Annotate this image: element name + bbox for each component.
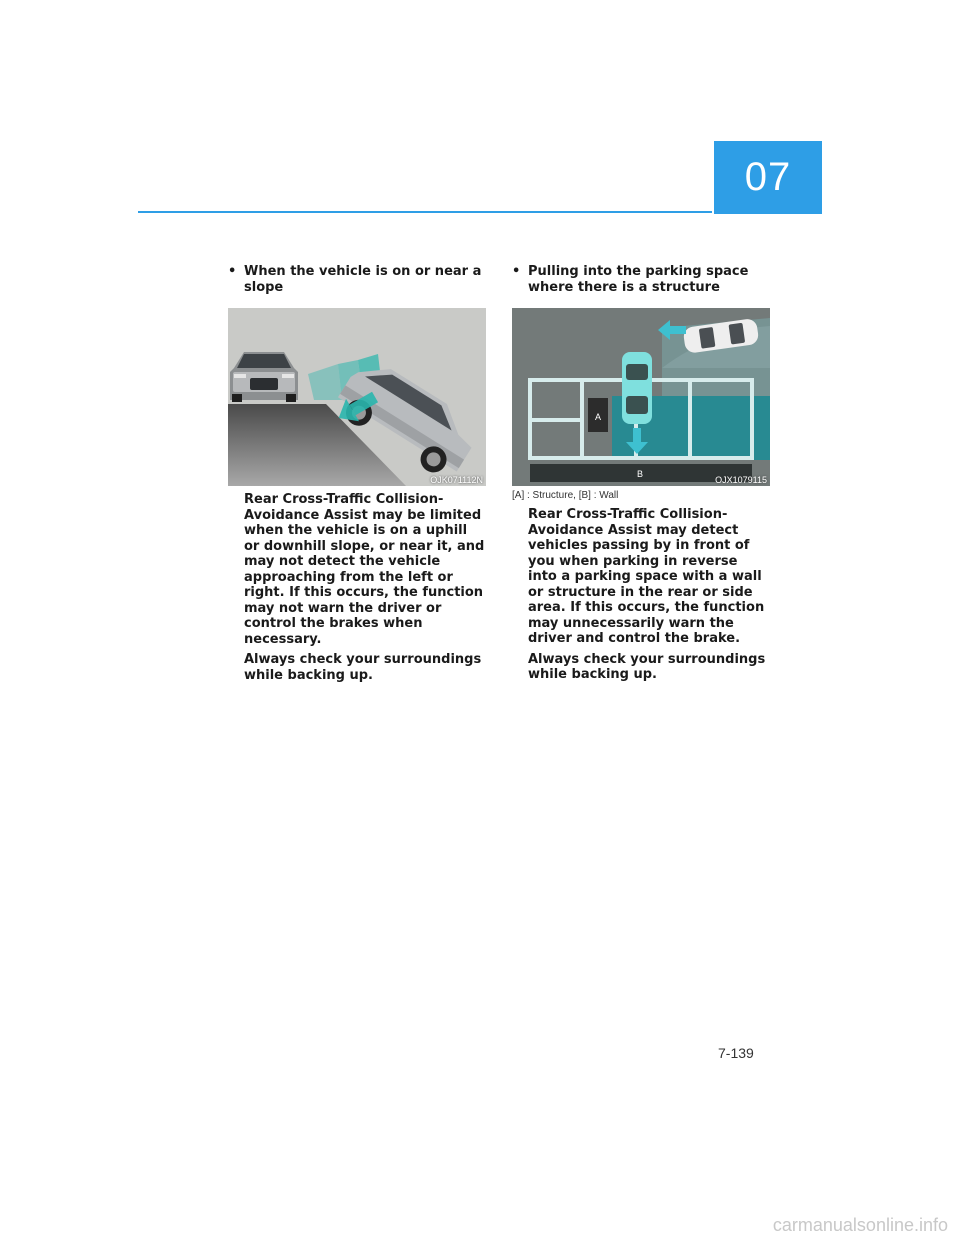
parking-illustration-svg bbox=[512, 308, 770, 486]
front-car bbox=[230, 352, 298, 402]
header-rule bbox=[138, 211, 712, 213]
right-column bbox=[512, 264, 770, 683]
paragraph: Always check your surroundings while backing up. bbox=[528, 651, 766, 682]
paragraph: Always check your surroundings while backing up. bbox=[244, 652, 482, 683]
label-b: B bbox=[636, 469, 644, 479]
paragraph: Rear Cross-Traffic Collision-Avoidance Assist may detect vehicles passing by in front of you when parking in reverse into a parking space with a wall or structure in the rear or side area. If this occurs, the function may unnecessarily warn the driver and control the brake. bbox=[528, 507, 765, 646]
slope-illustration bbox=[228, 308, 486, 486]
bullet-dot: • bbox=[228, 264, 237, 279]
bullet-text: When the vehicle is on or near a slope bbox=[244, 264, 482, 295]
figure-code: OJX1079115 bbox=[715, 475, 767, 485]
figure-caption: [A] : Structure, [B] : Wall bbox=[512, 490, 619, 501]
paragraph: Rear Cross-Traffic Collision-Avoidance Assist may be limited when the vehicle is on a uphill or downhill slope, or near it, and may not detect the vehicle approaching from the left or right. If this occurs, the function may not warn the driver or control the brakes when necessary. bbox=[244, 492, 485, 647]
reversing-car bbox=[622, 352, 652, 424]
watermark: carmanualsonline.info bbox=[772, 1215, 948, 1235]
bullet-dot: • bbox=[512, 264, 521, 279]
chapter-number: 07 bbox=[744, 155, 792, 199]
bullet-text: Pulling into the parking space where there is a structure bbox=[528, 264, 749, 295]
parking-illustration bbox=[512, 308, 770, 486]
slope-illustration-svg bbox=[228, 308, 486, 486]
figure-code: OJK071112N bbox=[430, 475, 483, 485]
label-a: A bbox=[594, 412, 602, 422]
left-column bbox=[228, 264, 486, 683]
page-number: 7-139 bbox=[718, 1045, 754, 1061]
bullet-item-structure bbox=[512, 264, 770, 296]
chapter-tab bbox=[714, 141, 822, 214]
bullet-item-slope bbox=[228, 264, 486, 296]
